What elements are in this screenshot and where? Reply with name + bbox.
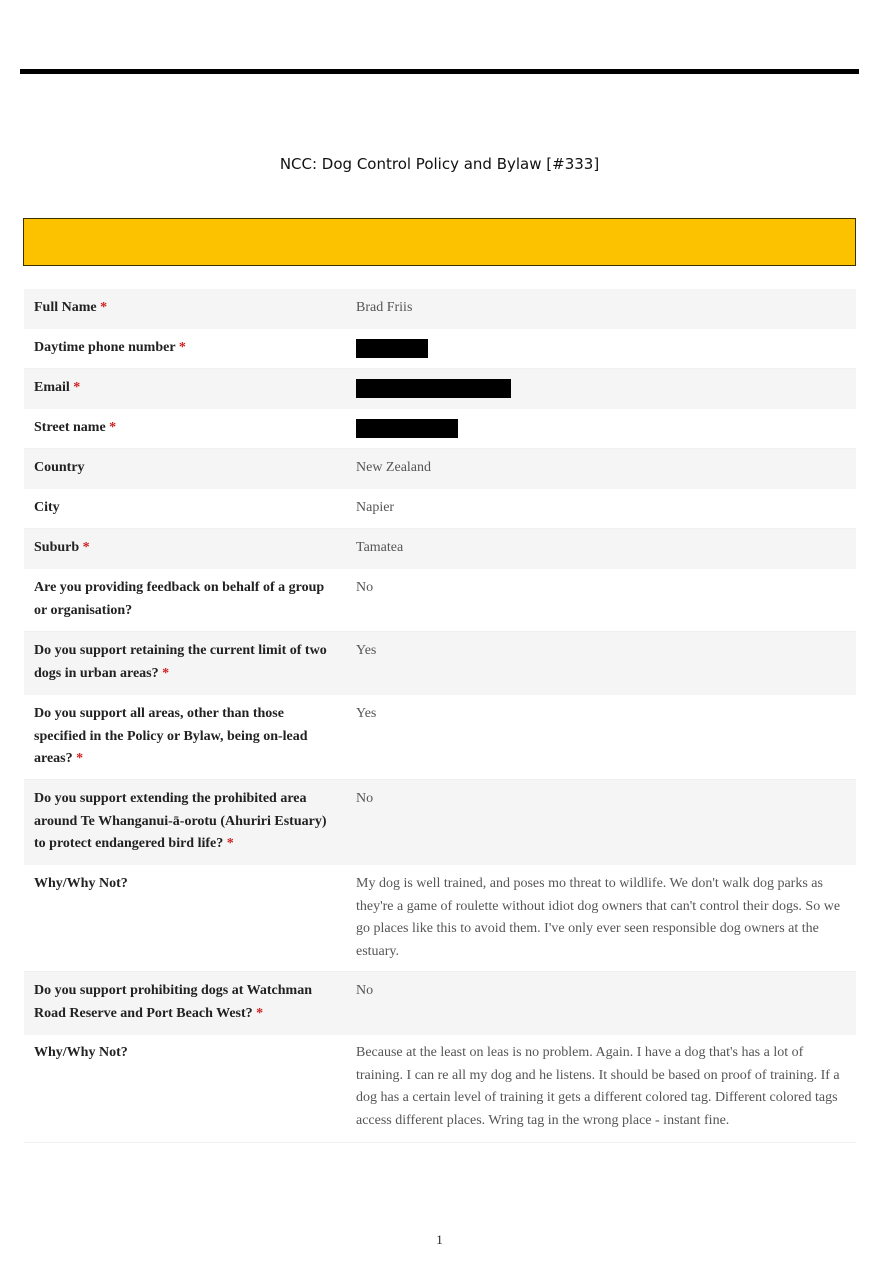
form-responses-table [24, 289, 856, 1143]
header-banner [23, 218, 856, 266]
field-value: Yes [356, 643, 377, 658]
field-label: Full Name * [34, 300, 108, 315]
required-marker: * [162, 665, 170, 681]
field-label: Do you support prohibiting dogs at Watchman Road Reserve and Port Beach West? * [34, 983, 312, 1021]
required-marker: * [226, 836, 234, 851]
field-label: Why/Why Not? [34, 1045, 128, 1060]
field-row-two-dog-limit [24, 632, 856, 695]
field-label: Country [34, 460, 85, 475]
field-label: Do you support all areas, other than those specified in the Policy or Bylaw, being on-lead areas? * [34, 706, 308, 766]
required-marker: * [73, 380, 81, 395]
field-row-on-lead-areas [24, 695, 856, 780]
field-row-estuary-prohibited-area [24, 780, 856, 865]
field-value: My dog is well trained, and poses mo threat to wildlife. We don't walk dog parks as they're a game of roulette without idiot dog owners that can't control their dogs. So we go places like this to avoid them. I've only ever seen responsible dog owners at the estuary. [356, 876, 841, 959]
field-label: Daytime phone number * [34, 340, 186, 355]
field-row-why-why-not-watchman [24, 1035, 856, 1143]
field-row-full-name [24, 289, 856, 329]
field-row-watchman-port-beach [24, 972, 856, 1035]
page-number: 1 [436, 1232, 443, 1247]
field-value: Brad Friis [356, 300, 413, 315]
field-value: No [356, 983, 374, 998]
field-value: No [356, 580, 374, 595]
required-marker: * [109, 420, 117, 435]
field-label: City [34, 500, 60, 515]
field-row-country [24, 449, 856, 489]
field-row-city [24, 489, 856, 529]
required-marker: * [82, 540, 90, 555]
field-row-suburb [24, 529, 856, 569]
field-label: Street name * [34, 420, 117, 435]
field-value: No [356, 791, 374, 806]
document-title: NCC: Dog Control Policy and Bylaw [#333] [279, 155, 600, 173]
field-label: Do you support extending the prohibited area around Te Whanganui-ā-orotu (Ahuriri Estuary) to protect endangered bird life? * [34, 791, 327, 851]
field-row-email [24, 369, 856, 409]
field-value [346, 337, 856, 367]
field-value [346, 417, 856, 447]
field-value: New Zealand [356, 460, 432, 475]
field-label: Email * [34, 380, 81, 395]
field-value [346, 377, 856, 407]
field-label: Do you support retaining the current limit of two dogs in urban areas? * [34, 643, 327, 681]
field-value: Because at the least on leas is no problem. Again. I have a dog that's has a lot of training. I can re all my dog and he listens. It should be based on proof of training. If a dog has a certain level of training it gets a different colored tag. Different colored tags access different places. Wring tag in the wrong place - instant fine. [356, 1045, 840, 1128]
redaction-block [356, 379, 511, 398]
field-row-daytime-phone [24, 329, 856, 369]
top-rule [20, 69, 859, 74]
required-marker: * [256, 1005, 264, 1021]
field-value: Tamatea [356, 540, 404, 555]
field-label: Are you providing feedback on behalf of a group or organisation? [34, 580, 325, 618]
field-value: Yes [356, 706, 377, 721]
field-value: Napier [356, 500, 395, 515]
required-marker: * [100, 300, 108, 315]
required-marker: * [178, 340, 186, 355]
field-label: Suburb * [34, 540, 90, 555]
required-marker: * [76, 751, 84, 766]
redaction-block [356, 419, 458, 438]
field-label: Why/Why Not? [34, 876, 128, 891]
field-row-group-feedback [24, 569, 856, 632]
field-row-why-why-not-estuary [24, 865, 856, 972]
redaction-block [356, 339, 428, 358]
field-row-street-name [24, 409, 856, 449]
